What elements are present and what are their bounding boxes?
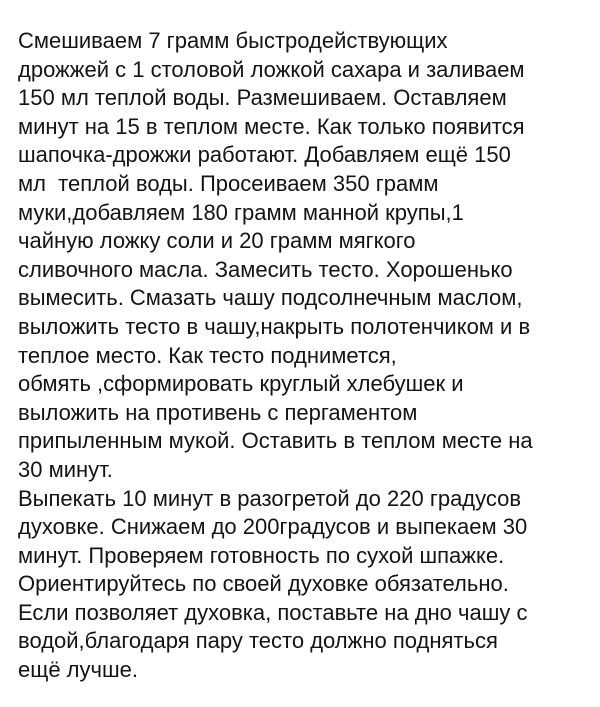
text-line: сливочного масла. Замесить тесто. Хорошенько — [18, 256, 513, 282]
text-line: 30 минут. — [18, 456, 113, 482]
text-line: Смешиваем 7 грамм быстродействующих — [18, 28, 448, 53]
text-line: теплое место. Как тесто поднимется, — [18, 342, 397, 368]
text-line: 150 мл теплой воды. Размешиваем. Оставляем — [18, 85, 507, 111]
text-line: Если позволяет духовка, поставьте на дно чашу с — [18, 599, 528, 625]
text-line: выложить тесто в чашу,накрыть полотенчиком и в — [18, 313, 531, 339]
text-line: ещё лучше. — [18, 657, 138, 683]
text-line: шапочка-дрожжи работают. Добавляем ещё 150 — [18, 142, 511, 168]
text-line: духовке. Снижаем до 200градусов и выпекаем 30 — [18, 514, 528, 540]
text-line: Ориентируйтесь по своей духовке обязательно. — [18, 571, 509, 597]
text-line: минут на 15 в теплом месте. Как только появится — [18, 113, 525, 139]
recipe-text — [18, 27, 588, 685]
text-line: муки,добавляем 180 грамм манной крупы,1 — [18, 199, 464, 225]
text-line: чайную ложку соли и 20 грамм мягкого — [18, 228, 416, 254]
text-line: выложить на противень с пергаментом — [18, 399, 418, 425]
text-line: минут. Проверяем готовность по сухой шпажке. — [18, 542, 505, 568]
text-line: Выпекать 10 минут в разогретой до 220 градусов — [18, 485, 522, 511]
text-line: мл теплой воды. Просеиваем 350 грамм — [18, 170, 439, 196]
text-line: обмять ,сформировать круглый хлебушек и — [18, 371, 464, 397]
text-line: вымесить. Смазать чашу подсолнечным маслом, — [18, 285, 523, 311]
text-line: водой,благодаря пару тесто должно подняться — [18, 628, 498, 654]
text-line: припыленным мукой. Оставить в теплом месте на — [18, 428, 533, 454]
text-line: дрожжей с 1 столовой ложкой сахара и заливаем — [18, 56, 525, 82]
